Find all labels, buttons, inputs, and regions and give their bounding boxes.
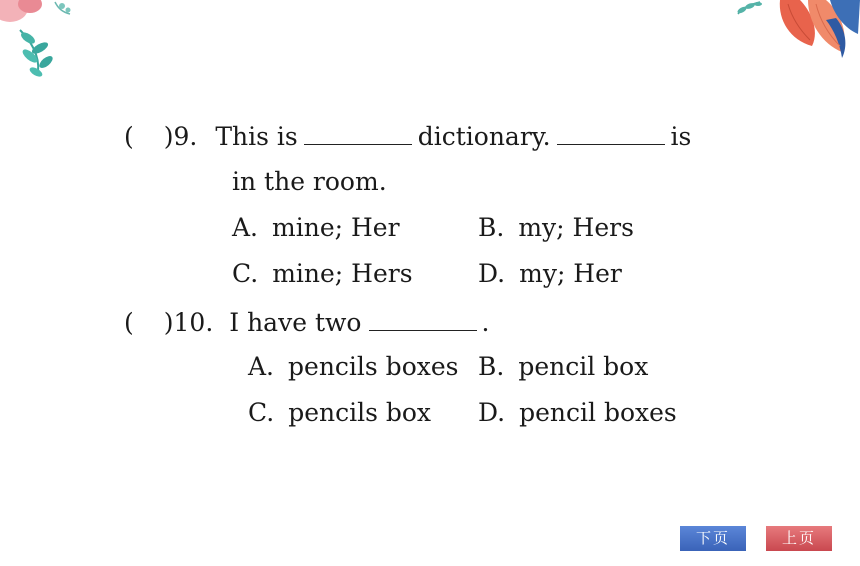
answer-paren-open: (: [124, 308, 134, 337]
next-page-button[interactable]: 下页: [680, 526, 746, 551]
option-10-a[interactable]: [248, 352, 458, 382]
option-9-c[interactable]: [232, 259, 413, 289]
option-10-b[interactable]: [478, 352, 648, 382]
option-letter: B.: [478, 213, 505, 242]
option-text: pencils boxes: [288, 352, 459, 381]
option-text: pencil boxes: [519, 398, 677, 427]
question-10-line-1: [124, 306, 489, 338]
fill-blank: [304, 120, 412, 145]
option-text: mine; Her: [272, 213, 400, 242]
answer-paren-close: ): [163, 122, 174, 151]
option-10-d[interactable]: [478, 398, 677, 428]
option-letter: D.: [478, 398, 506, 427]
answer-paren-open: (: [124, 122, 134, 151]
option-9-d[interactable]: [478, 259, 622, 289]
option-9-b[interactable]: [478, 213, 634, 243]
fill-blank: [557, 120, 665, 145]
question-text: This is: [215, 122, 298, 151]
question-text: dictionary.: [417, 122, 551, 151]
question-9-line-1: [124, 120, 691, 152]
option-9-a[interactable]: [232, 213, 400, 243]
option-letter: B.: [478, 352, 505, 381]
option-text: my; Hers: [518, 213, 634, 242]
question-text: I have two: [229, 308, 362, 337]
answer-paren-close: ): [163, 308, 174, 337]
option-text: pencils box: [288, 398, 432, 427]
option-letter: D.: [478, 259, 506, 288]
option-text: mine; Hers: [272, 259, 413, 288]
leaf-corner-icon: [730, 0, 860, 62]
option-letter: C.: [232, 259, 259, 288]
question-number: 9.: [173, 122, 198, 151]
option-letter: C.: [248, 398, 275, 427]
option-text: my; Her: [519, 259, 622, 288]
fill-blank: [369, 306, 477, 331]
floral-corner-icon: [0, 0, 90, 85]
option-10-c[interactable]: [248, 398, 431, 428]
option-text: pencil box: [518, 352, 649, 381]
option-letter: A.: [248, 352, 275, 381]
question-text: is: [670, 122, 692, 151]
prev-page-button[interactable]: 上页: [766, 526, 832, 551]
option-letter: A.: [232, 213, 259, 242]
question-number: 10.: [173, 308, 214, 337]
question-9-line-2: in the room.: [232, 167, 387, 196]
question-text: .: [481, 308, 490, 337]
